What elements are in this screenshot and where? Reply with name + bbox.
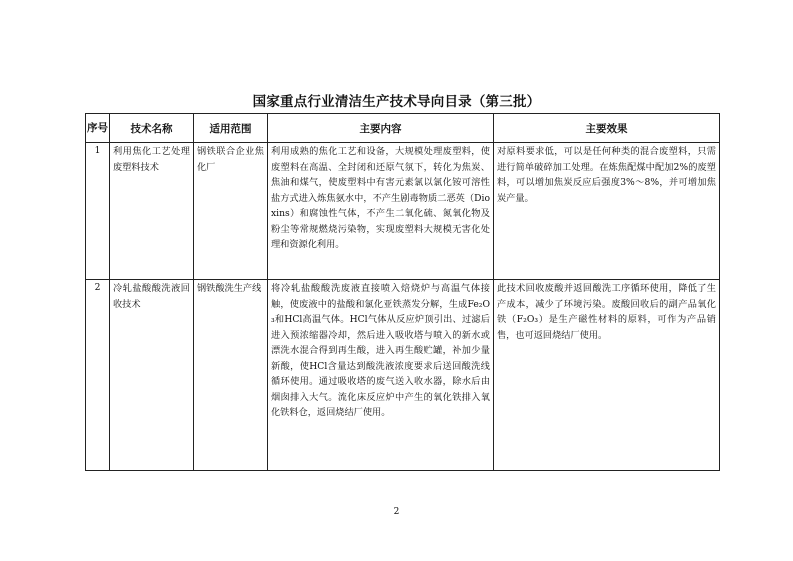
content-text: 将冷轧盐酸酸洗废液直接喷入焙烧炉与高温气体接触，使废液中的盐酸和氯化亚铁蒸发分解，生成Fe₂O₃和HCl高温气体。HCl气体从反应炉顶引出、过滤后进入预浓缩器冷却，然后进入吸收塔与喷入的新水或漂洗水混合得到再生酸，进入再生酸贮罐，补加少量新酸，使HCl含量达到酸洗液浓度要求后送回酸洗线循环使用。通过吸收塔的废气送入收水器，除水后由烟囱排入大气。流化床反应炉中产生的氧化铁排入氧化铁料仓，返回烧结厂使用。 (271, 283, 490, 418)
cell-name (110, 280, 194, 471)
name-text: 利用焦化工艺处理废塑料技术 (113, 146, 190, 173)
header-name: 技术名称 (110, 114, 194, 143)
scope-text: 钢铁酸洗生产线 (197, 283, 262, 294)
effect-text: 对原料要求低，可以是任何种类的混合废塑料，只需进行简单破碎加工处理。在炼焦配煤中配加2%的废塑料，可以增加焦炭反应后强度3%～8%，并可增加焦炭产量。 (497, 146, 716, 204)
cell-content (268, 143, 494, 280)
scope-text: 钢铁联合企业焦化厂 (197, 146, 264, 173)
cell-effect (494, 143, 720, 280)
header-seq: 序号 (86, 114, 110, 143)
table-row (86, 143, 720, 280)
effect-text: 此技术回收废酸并返回酸洗工序循环使用，降低了生产成本，减少了环境污染。废酸回收后的副产品氧化铁（F₂O₃）是生产磁性材料的原料，可作为产品销售，也可返回烧结厂使用。 (497, 283, 716, 341)
cell-effect (494, 280, 720, 471)
table-header-row (86, 114, 720, 143)
content-text: 利用成熟的焦化工艺和设备，大规模处理废塑料，使废塑料在高温、全封闭和还原气氛下，转化为焦炭、焦油和煤气，使废塑料中有害元素氯以氯化铵可溶性盐方式进入炼焦氨水中，不产生剧毒物质二恶英（Dioxins）和腐蚀性气体，不产生二氧化硫、氮氧化物及粉尘等常规燃烧污染物，实现废塑料大规模无害化处理和资源化利用。 (271, 146, 490, 250)
cell-scope (194, 280, 268, 471)
header-effect: 主要效果 (494, 114, 720, 143)
table-row (86, 280, 720, 471)
cell-seq (86, 143, 110, 280)
page-number: 2 (393, 507, 400, 517)
header-content: 主要内容 (268, 114, 494, 143)
cell-seq (86, 280, 110, 471)
page-title: 国家重点行业清洁生产技术导向目录（第三批） (252, 94, 541, 110)
cell-content (268, 280, 494, 471)
cell-scope (194, 143, 268, 280)
name-text: 冷轧盐酸酸洗液回收技术 (113, 283, 190, 310)
technology-table (85, 113, 720, 471)
seq-text: 1 (94, 145, 101, 156)
cell-name (110, 143, 194, 280)
seq-text: 2 (94, 282, 101, 293)
header-scope: 适用范围 (194, 114, 268, 143)
